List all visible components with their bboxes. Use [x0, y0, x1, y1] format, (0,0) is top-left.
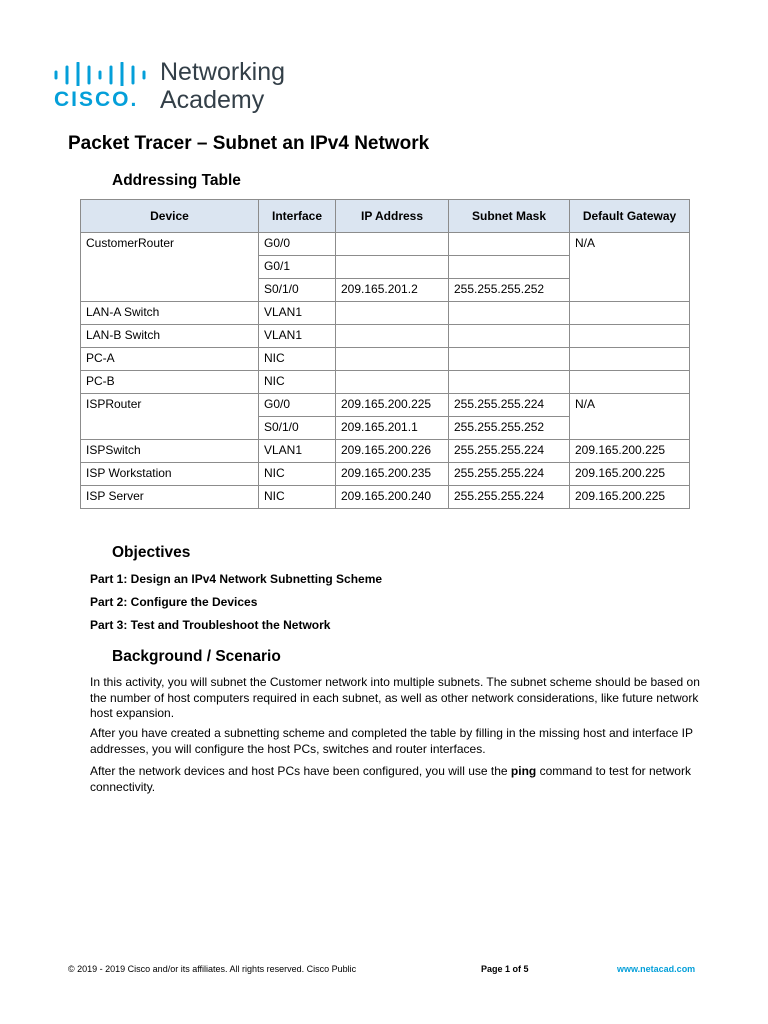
- mask-cell: [449, 256, 570, 279]
- interface-cell: NIC: [259, 463, 336, 486]
- objective-part-3: Part 3: Test and Troubleshoot the Network: [90, 618, 331, 632]
- interface-cell: G0/0: [259, 233, 336, 256]
- table-row: [81, 233, 690, 256]
- table-row: [81, 394, 690, 417]
- table-row: [81, 440, 690, 463]
- objective-part-2: Part 2: Configure the Devices: [90, 595, 258, 609]
- ip-cell: 209.165.201.2: [336, 279, 449, 302]
- background-paragraph-1: In this activity, you will subnet the Customer network into multiple subnets. The subnet scheme should be based on the number of host computers required in each subnet, as well as other network considerations, like future network host expansion.: [90, 675, 700, 720]
- device-cell: ISP Workstation: [81, 463, 259, 486]
- ip-cell: [336, 348, 449, 371]
- device-cell: LAN-A Switch: [81, 302, 259, 325]
- ip-cell: [336, 371, 449, 394]
- gateway-cell: [570, 302, 690, 325]
- mask-cell: 255.255.255.252: [449, 417, 570, 440]
- ip-cell: [336, 302, 449, 325]
- ip-cell: 209.165.200.235: [336, 463, 449, 486]
- gateway-cell: N/A: [570, 233, 690, 302]
- gateway-cell: 209.165.200.225: [570, 486, 690, 509]
- background-paragraph-3: [90, 764, 702, 795]
- gateway-cell: 209.165.200.225: [570, 463, 690, 486]
- mask-cell: [449, 302, 570, 325]
- paragraph-text: command to test for network connectivity.: [90, 764, 691, 794]
- gateway-cell: N/A: [570, 394, 690, 440]
- footer-page-number: Page 1 of 5: [481, 964, 529, 974]
- column-header: Interface: [259, 200, 336, 233]
- mask-cell: [449, 371, 570, 394]
- device-cell: PC-A: [81, 348, 259, 371]
- device-cell: LAN-B Switch: [81, 325, 259, 348]
- column-header: Default Gateway: [570, 200, 690, 233]
- interface-cell: NIC: [259, 348, 336, 371]
- mask-cell: [449, 325, 570, 348]
- interface-cell: VLAN1: [259, 440, 336, 463]
- table-header-row: [81, 200, 690, 233]
- mask-cell: 255.255.255.224: [449, 486, 570, 509]
- cisco-wordmark: CISCO.: [54, 88, 139, 111]
- gateway-cell: 209.165.200.225: [570, 440, 690, 463]
- column-header: Subnet Mask: [449, 200, 570, 233]
- device-cell: ISPRouter: [81, 394, 259, 440]
- cisco-networking-academy-logo: [54, 58, 314, 118]
- mask-cell: 255.255.255.224: [449, 440, 570, 463]
- device-cell: ISPSwitch: [81, 440, 259, 463]
- table-row: [81, 302, 690, 325]
- mask-cell: 255.255.255.252: [449, 279, 570, 302]
- objectives-heading: Objectives: [112, 544, 191, 561]
- gateway-cell: [570, 325, 690, 348]
- paragraph-text: After the network devices and host PCs have been configured, you will use the: [90, 764, 511, 778]
- interface-cell: NIC: [259, 371, 336, 394]
- ip-cell: [336, 256, 449, 279]
- table-row: [81, 348, 690, 371]
- background-paragraph-2: After you have created a subnetting scheme and completed the table by filling in the missing host and interface IP addresses, you will configure the host PCs, switches and router interfaces.: [90, 726, 693, 756]
- device-cell: PC-B: [81, 371, 259, 394]
- logo-networking-text: Networking: [160, 58, 286, 86]
- cisco-bars-icon: [54, 62, 154, 86]
- background-heading: Background / Scenario: [112, 648, 281, 665]
- interface-cell: VLAN1: [259, 325, 336, 348]
- mask-cell: 255.255.255.224: [449, 394, 570, 417]
- device-cell: CustomerRouter: [81, 233, 259, 302]
- addressing-table-heading: Addressing Table: [112, 172, 241, 189]
- mask-cell: 255.255.255.224: [449, 463, 570, 486]
- gateway-cell: [570, 348, 690, 371]
- interface-cell: VLAN1: [259, 302, 336, 325]
- interface-cell: S0/1/0: [259, 417, 336, 440]
- mask-cell: [449, 348, 570, 371]
- device-cell: ISP Server: [81, 486, 259, 509]
- column-header: IP Address: [336, 200, 449, 233]
- table-row: [81, 463, 690, 486]
- ping-command: ping: [510, 764, 537, 778]
- ip-cell: [336, 325, 449, 348]
- logo-academy-text: Academy: [160, 86, 265, 114]
- interface-cell: G0/1: [259, 256, 336, 279]
- interface-cell: G0/0: [259, 394, 336, 417]
- mask-cell: [449, 233, 570, 256]
- page-title: Packet Tracer – Subnet an IPv4 Network: [68, 133, 430, 154]
- addressing-table: [80, 199, 690, 509]
- interface-cell: S0/1/0: [259, 279, 336, 302]
- ip-cell: 209.165.200.225: [336, 394, 449, 417]
- table-row: [81, 325, 690, 348]
- ip-cell: [336, 233, 449, 256]
- ip-cell: 209.165.201.1: [336, 417, 449, 440]
- footer-link[interactable]: www.netacad.com: [617, 964, 696, 974]
- column-header: Device: [81, 200, 259, 233]
- gateway-cell: [570, 371, 690, 394]
- ip-cell: 209.165.200.226: [336, 440, 449, 463]
- footer-copyright: © 2019 - 2019 Cisco and/or its affiliates. All rights reserved. Cisco Public: [68, 964, 357, 974]
- table-row: [81, 486, 690, 509]
- ip-cell: 209.165.200.240: [336, 486, 449, 509]
- objective-part-1: Part 1: Design an IPv4 Network Subnetting Scheme: [90, 572, 383, 586]
- interface-cell: NIC: [259, 486, 336, 509]
- table-row: [81, 371, 690, 394]
